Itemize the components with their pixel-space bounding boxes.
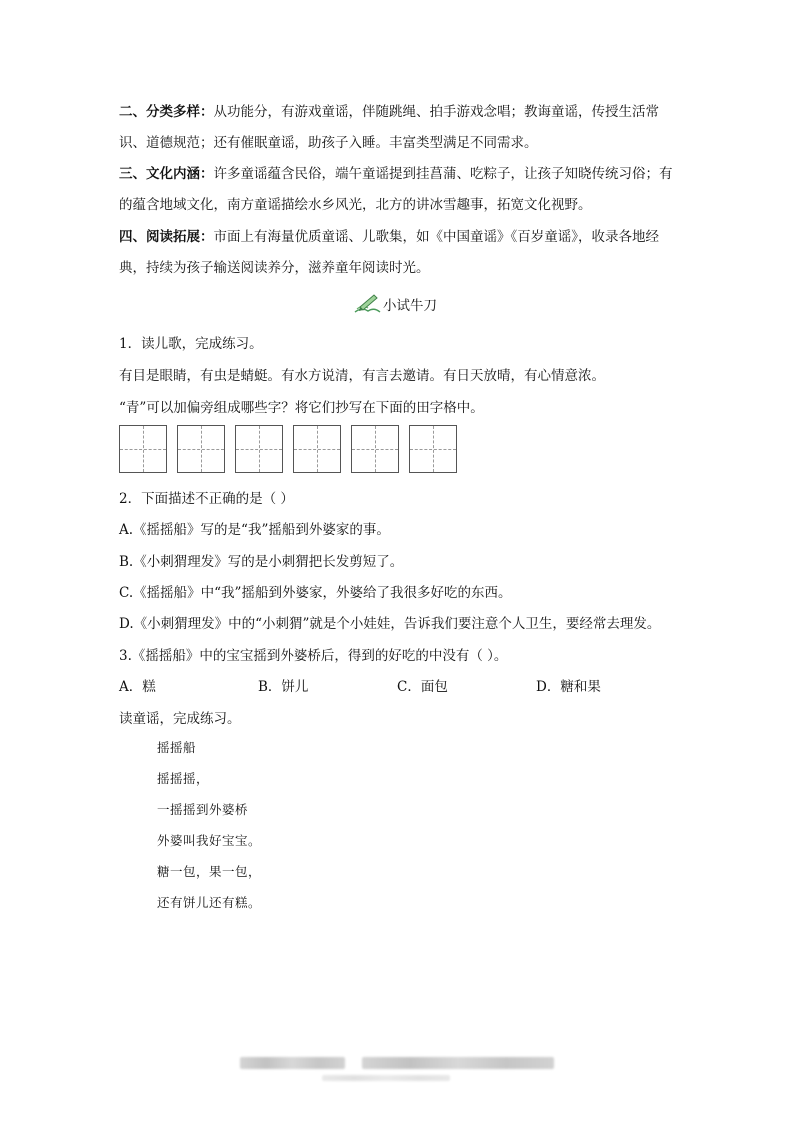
- poem-line: 糖一包，果一包，: [157, 864, 262, 879]
- section-banner: [352, 291, 437, 317]
- tian-grid-row: [119, 425, 457, 473]
- tian-grid-box[interactable]: [235, 425, 283, 473]
- paragraph-label: 四、阅读拓展：: [119, 229, 214, 245]
- question-3-title: 3.《摇摇船》中的宝宝摇到外婆桥后，得到的好吃的中没有（ ）。: [119, 648, 508, 664]
- question-1-title: 1．读儿歌，完成练习。: [119, 336, 263, 352]
- poem-line: 一摇摇到外婆桥: [157, 802, 249, 817]
- paragraph-text: 市面上有海量优质童谣、儿歌集，如《中国童谣》《百岁童谣》，收录各地经典，持续为孩子输送阅读养分，滋养童年阅读时光。: [119, 229, 659, 276]
- paragraph-culture: [119, 159, 679, 221]
- paragraph-label: 三、文化内涵：: [119, 166, 214, 182]
- question-2-option-a: A.《摇摇船》写的是“我”摇船到外婆家的事。: [119, 522, 390, 538]
- poem-line: 摇摇摇，: [157, 771, 210, 786]
- blurred-footer: [240, 1057, 345, 1069]
- paragraph-label: 二、分类多样：: [119, 104, 214, 120]
- question-3-option-b: B．饼儿: [258, 679, 309, 695]
- question-2-title: 2．下面描述不正确的是（ ）: [119, 491, 294, 507]
- paragraph-classification: [119, 97, 679, 159]
- tian-grid-box[interactable]: [119, 425, 167, 473]
- question-3-option-c: C．面包: [397, 679, 448, 695]
- paragraph-text: 从功能分，有游戏童谣，伴随跳绳、拍手游戏念唱；教诲童谣，传授生活常识、道德规范；还有催眠童谣，助孩子入睡。丰富类型满足不同需求。: [119, 104, 659, 151]
- question-3-option-a: A．糕: [119, 679, 156, 695]
- paragraph-reading-extension: [119, 222, 679, 284]
- poem-line: 外婆叫我好宝宝。: [157, 833, 262, 848]
- question-2-option-b: B.《小刺猬理发》写的是小刺猬把长发剪短了。: [119, 554, 404, 570]
- blurred-footer: [362, 1057, 554, 1069]
- question-2-option-d: D.《小刺猬理发》中的“小刺猬”就是个小娃娃，告诉我们要注意个人卫生，要经常去理发。: [119, 616, 661, 632]
- reading-instruction: 读童谣，完成练习。: [119, 711, 241, 727]
- section-title: 小试牛刀: [383, 298, 437, 314]
- poem-line: 还有饼儿还有糕。: [157, 895, 262, 910]
- question-3-option-d: D．糖和果: [536, 679, 601, 695]
- tian-grid-box[interactable]: [293, 425, 341, 473]
- paragraph-text: 许多童谣蕴含民俗，端午童谣提到挂菖蒲、吃粽子，让孩子知晓传统习俗；有的蕴含地域文化，南方童谣描绘水乡风光，北方的讲冰雪趣事，拓宽文化视野。: [119, 166, 673, 213]
- poem-title: 摇摇船: [157, 740, 197, 755]
- blurred-footer: [322, 1075, 450, 1081]
- question-1-prompt: “青”可以加偏旁组成哪些字？将它们抄写在下面的田字格中。: [119, 400, 484, 416]
- tian-grid-box[interactable]: [409, 425, 457, 473]
- question-2-option-c: C.《摇摇船》中“我”摇船到外婆家，外婆给了我很多好吃的东西。: [119, 585, 512, 601]
- question-1-rhyme: 有目是眼睛，有虫是蜻蜓。有水方说清，有言去邀请。有日天放晴，有心情意浓。: [119, 368, 605, 384]
- tian-grid-box[interactable]: [177, 425, 225, 473]
- pencil-book-icon: [352, 292, 382, 316]
- tian-grid-box[interactable]: [351, 425, 399, 473]
